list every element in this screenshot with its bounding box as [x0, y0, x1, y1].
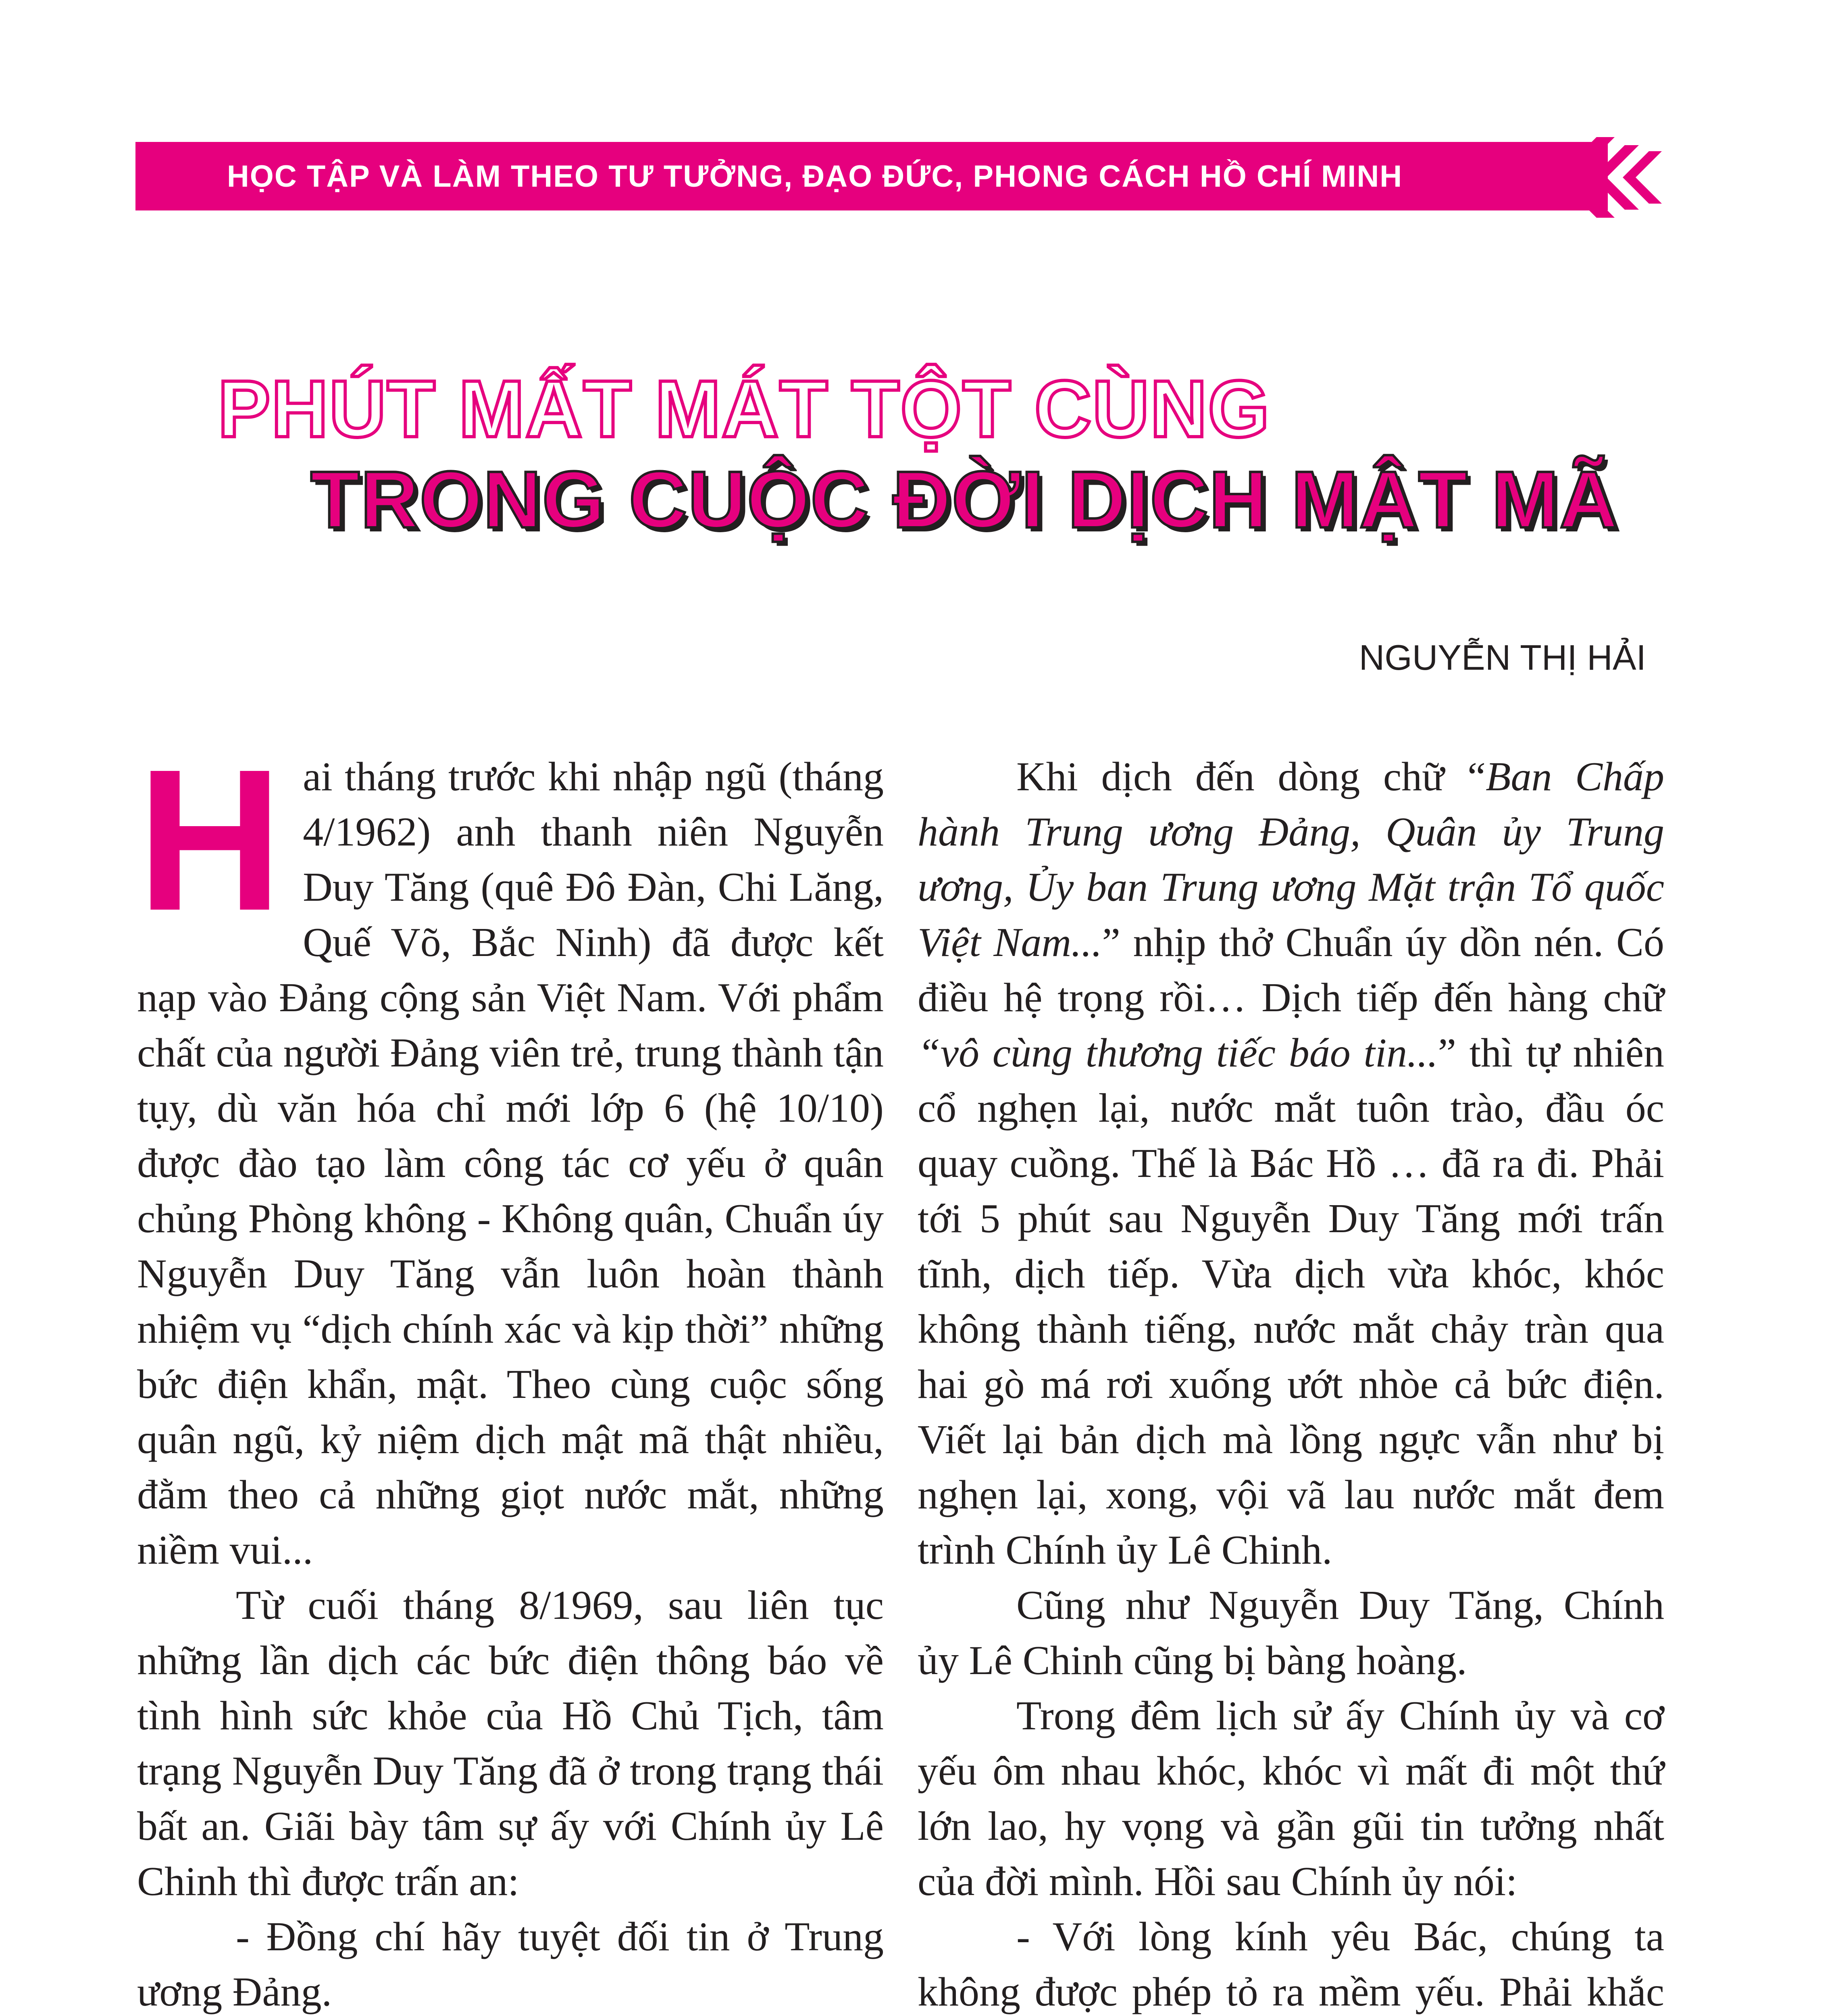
title-line-1: PHÚT MẤT MÁT TỘT CÙNG [218, 364, 1270, 454]
left-column [137, 727, 884, 2016]
paragraph: Cũng như Nguyễn Duy Tăng, Chính ủy Lê Chinh cũng bị bàng hoàng. [918, 1583, 1664, 1683]
quoted-italic-text: “vô cùng thương tiếc báo tin... [918, 1030, 1438, 1076]
author-byline: NGUYỄN THỊ HẢI [1359, 637, 1646, 677]
quoted-italic-text: Ban Chấp hành Trung ương Đảng, Quân ủy Trung ương, Ủy ban Trung ương Mặt trận Tổ quốc Việt Nam... [918, 754, 1665, 965]
paragraph: Trong đêm lịch sử ấy Chính ủy và cơ yếu ôm nhau khóc, khóc vì mất đi một thứ lớn lao, hy vọng và gần gũi tin tưởng nhất của đời mình. Hồi sau Chính ủy nói: [918, 1693, 1664, 1904]
drop-cap: H [137, 727, 283, 952]
paragraph: - Đồng chí hãy tuyệt đối tin ở Trung ương Đảng. [137, 1914, 884, 2015]
paragraph [137, 727, 884, 1578]
text-run: Khi dịch đến dòng chữ “ [1016, 754, 1486, 800]
paragraph: - Với lòng kính yêu Bác, chúng ta không được phép tỏ ra mềm yếu. Phải khắc [918, 1914, 1664, 2015]
paragraph: Từ cuối tháng 8/1969, sau liên tục những lần dịch các bức điện thông báo về tình hình sức khỏe của Hồ Chủ Tịch, tâm trạng Nguyễn Duy Tăng đã ở trong trạng thái bất an. Giãi bày tâm sự ấy với Chính ủy Lê Chinh thì được trấn an: [137, 1583, 884, 1904]
right-column [918, 749, 1664, 2016]
article-title [0, 0, 1838, 564]
title-line-2: TRONG CUỘC ĐỜI DỊCH MẬT MÃ [310, 455, 1619, 545]
paragraph-text: ai tháng trước khi nhập ngũ (tháng 4/1962) anh thanh niên Nguyễn Duy Tăng (quê Đô Đàn, Chi Lăng, Quế Võ, Bắc Ninh) đã được kết nạp vào Đảng cộng sản Việt Nam. Với phẩm chất của người Đảng viên trẻ, trung thành tận tụy, dù văn hóa chỉ mới lớp 6 (hệ 10/10) được đào tạo làm công tác cơ yếu ở quân chủng Phòng không - Không quân, Chuẩn úy Nguyễn Duy Tăng vẫn luôn hoàn thành nhiệm vụ “dịch chính xác và kịp thời” những bức điện khẩn, mật. Theo cùng cuộc sống quân ngũ, kỷ niệm dịch mật mã thật nhiều, đằm theo cả những giọt nước mắt, những niềm vui... [137, 754, 884, 1573]
banner-text: HỌC TẬP VÀ LÀM THEO TƯ TƯỞNG, ĐẠO ĐỨC, PHONG CÁCH HỒ CHÍ MINH [227, 159, 1403, 194]
paragraph [918, 749, 1664, 1578]
text-run: ” nhịp thở Chuẩn úy dồn nén. Có điều hệ trọng rồi… Dịch tiếp đến hàng chữ [918, 920, 1665, 1020]
text-run: ” thì tự nhiên cổ nghẹn lại, nước mắt tuôn trào, đầu óc quay cuồng. Thế là Bác Hồ … đã ra đi. Phải tới 5 phút sau Nguyễn Duy Tăng mới trấn tĩnh, dịch tiếp. Vừa dịch vừa khóc, khóc không thành tiếng, nước mắt chảy tràn qua hai gò má rơi xuống ướt nhòe cả bức điện. Viết lại bản dịch mà lồng ngực vẫn như bị nghẹn lại, xong, vội vã lau nước mắt đem trình Chính ủy Lê Chinh. [918, 1030, 1664, 1573]
